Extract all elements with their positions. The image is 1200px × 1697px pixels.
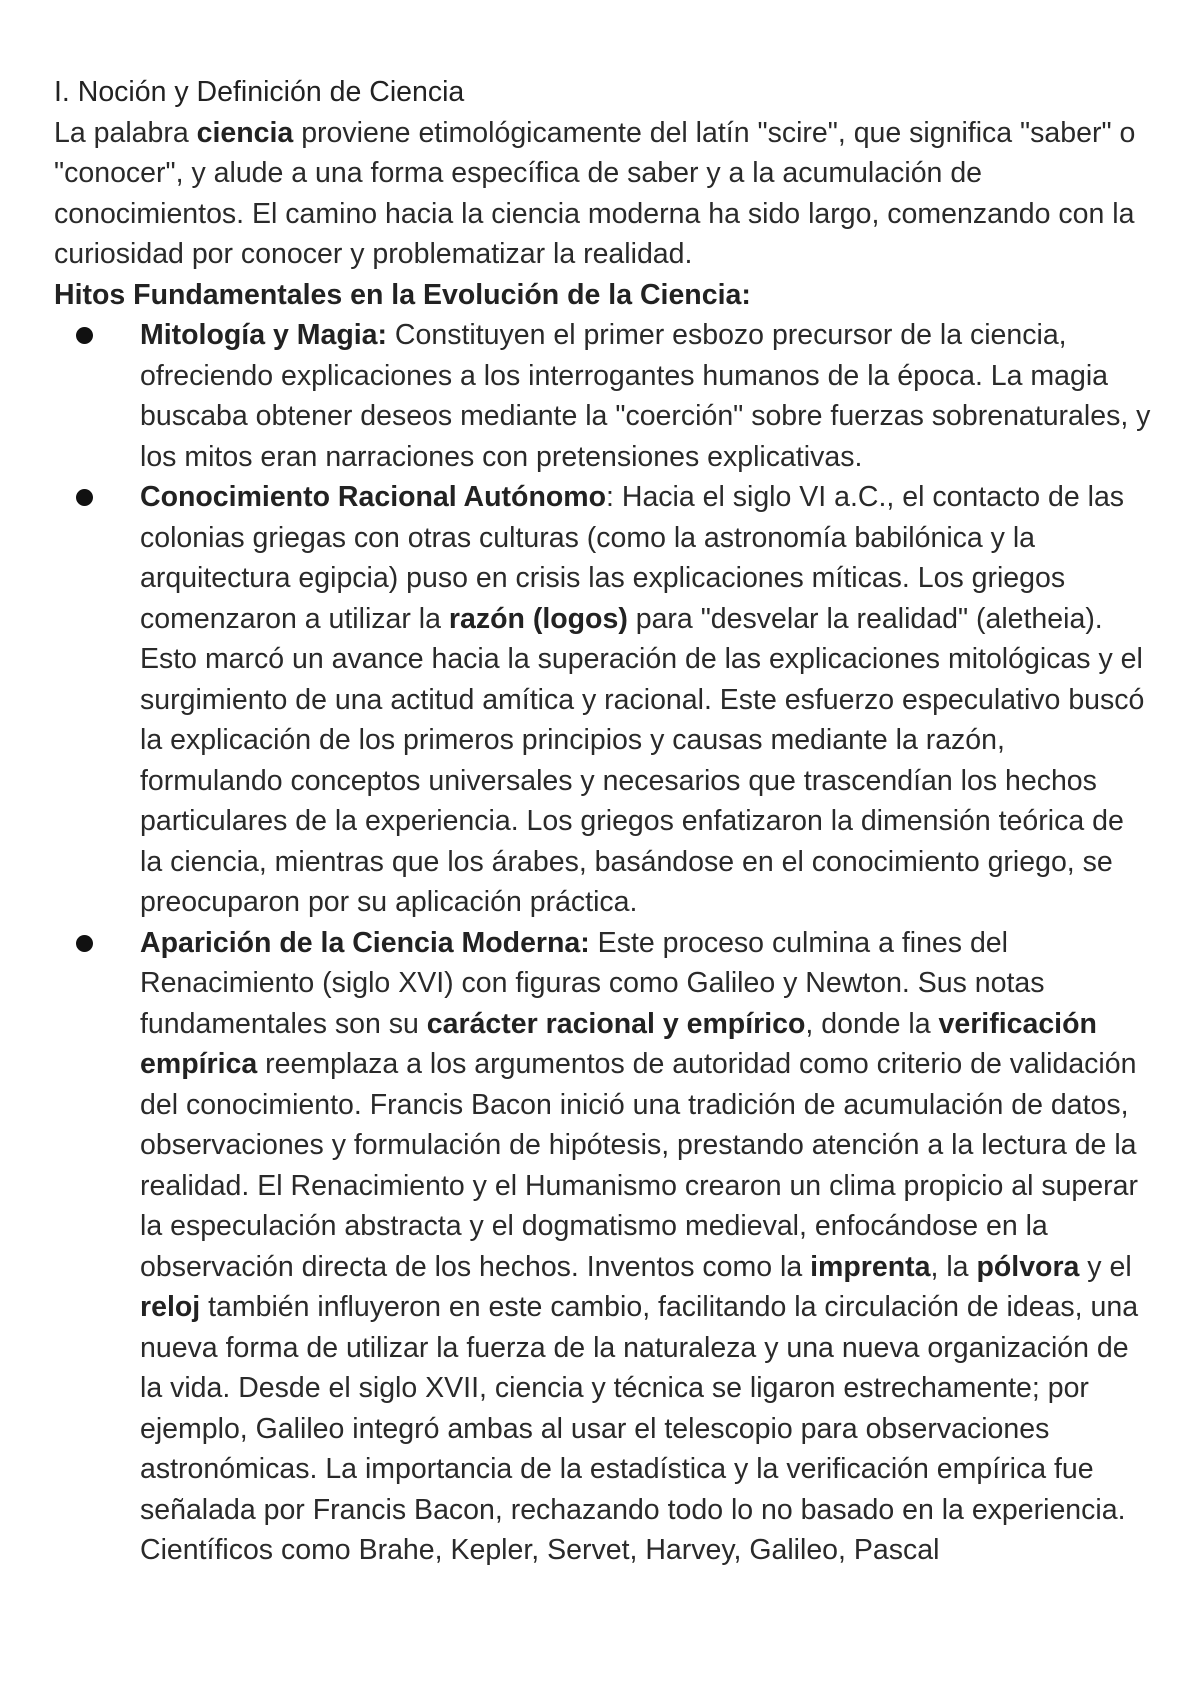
text-run: Constituyen el primer esbozo precursor de la ciencia, ofreciendo explicaciones a los interrogantes humanos de la época. La magia buscaba obtener deseos mediante la "coerción" sobre fuerzas sobrenaturales, y los mitos eran narraciones con pretensiones explicativas. <box>140 319 1151 473</box>
bullet-icon <box>76 327 93 344</box>
text-run: , donde la <box>805 1007 939 1040</box>
bold-text: Mitología y Magia: <box>140 319 388 351</box>
list-item <box>54 477 1152 923</box>
bold-text: Aparición de la Ciencia Moderna: <box>140 926 590 959</box>
text-run: , la <box>930 1250 977 1283</box>
bold-text: ciencia <box>196 116 294 149</box>
milestones-heading-text: Hitos Fundamentales en la Evolución de la Ciencia: <box>54 278 751 311</box>
text-run: reemplaza a los argumentos de autoridad como criterio de validación del conocimiento. Francis Bacon inició una tradición de acumulación de datos, observaciones y formulación de hipótesis, prestando atención a la lectura de la realidad. El Renacimiento y el Humanismo crearon un clima propicio al superar la especulación abstracta y el dogmatismo medieval, enfocándose en la observación directa de los hechos. Inventos como la <box>140 1048 1138 1283</box>
text-run: también influyeron en este cambio, facilitando la circulación de ideas, una nueva forma de utilizar la fuerza de la naturaleza y una nueva organización de la vida. Desde el siglo XVII, ciencia y técnica se ligaron estrechamente; por ejemplo, Galileo integró ambas al usar el telescopio para observaciones astronómicas. La importancia de la estadística y la verificación empírica fue señalada por Francis Bacon, rechazando todo lo no basado en la experiencia. Científicos como Brahe, Kepler, Servet, Harvey, Galileo, Pascal <box>140 1291 1139 1566</box>
text-run: : Hacia el siglo VI a.C., el contacto de las colonias griegas con otras culturas (como la astronomía babilónica y la arquitectura egipcia) puso en crisis las explicaciones míticas. Los griegos comenzaron a utilizar la <box>140 481 1125 635</box>
text-run: proviene etimológicamente del latín "scire", que significa "saber" o "conocer", y alude a una forma específica de saber y a la acumulación de conocimientos. El camino hacia la ciencia moderna ha sido largo, comenzando con la curiosidad por conocer y problematizar la realidad. <box>54 116 1136 270</box>
bullet-icon <box>76 935 93 952</box>
text-run: para "desvelar la realidad" (aletheia). Esto marcó un avance hacia la superación de las explicaciones mitológicas y el surgimiento de una actitud amítica y racional. Este esfuerzo especulativo buscó la explicación de los primeros principios y causas mediante la razón, formulando conceptos universales y necesarios que trascendían los hechos particulares de la experiencia. Los griegos enfatizaron la dimensión teórica de la ciencia, mientras que los árabes, basándose en el conocimiento griego, se preocuparon por su aplicación práctica. <box>140 602 1145 918</box>
bold-text: carácter racional y empírico <box>426 1007 806 1040</box>
text-run: La palabra <box>54 116 197 149</box>
bullet-icon <box>76 489 93 506</box>
list-item-text <box>140 927 1138 1567</box>
text-run: y el <box>1079 1250 1132 1283</box>
list-item <box>54 923 1152 1571</box>
bold-text: pólvora <box>976 1250 1080 1283</box>
milestones-heading <box>54 275 1152 316</box>
section-heading: I. Noción y Definición de Ciencia <box>54 76 465 108</box>
list-item-text <box>140 319 1150 473</box>
list-item <box>54 315 1152 477</box>
bold-text: Conocimiento Racional Autónomo <box>140 481 607 513</box>
bold-text: reloj <box>140 1291 201 1323</box>
intro-paragraph <box>54 113 1152 275</box>
bold-text: imprenta <box>810 1250 931 1283</box>
milestones-list <box>54 315 1152 1571</box>
bold-text: razón (logos) <box>448 602 628 635</box>
bold-text: verificación empírica <box>140 1007 1097 1080</box>
text-run: Este proceso culmina a fines del Renacimiento (siglo XVI) con figuras como Galileo y Newton. Sus notas fundamentales son su <box>140 926 1045 1040</box>
list-item-text <box>140 481 1144 918</box>
